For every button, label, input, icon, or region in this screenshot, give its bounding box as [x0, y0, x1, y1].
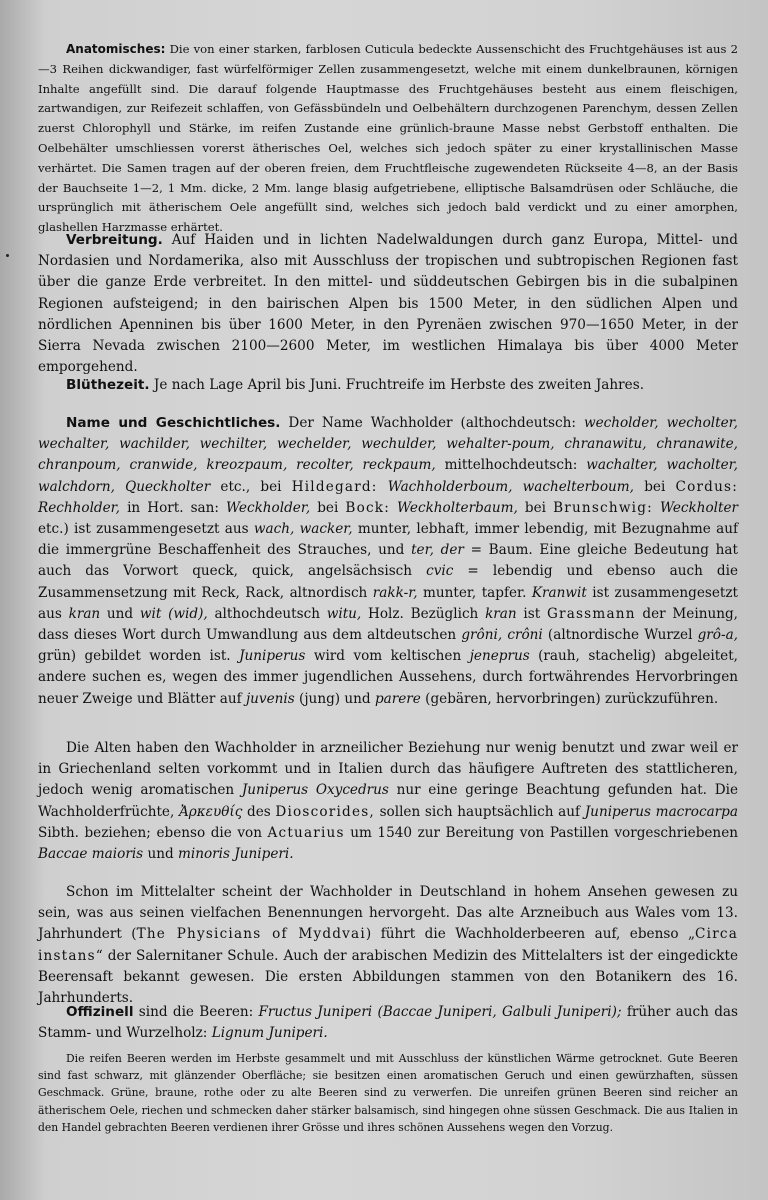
name-text: bei	[310, 499, 346, 516]
name-italic: ter, der	[411, 542, 464, 559]
name-italic: juvenis	[245, 690, 295, 707]
offizinell-italic: Lignum Juniperi.	[211, 1025, 328, 1042]
name-text: und	[100, 605, 140, 622]
offizinell-text: sind die Beeren:	[133, 1004, 259, 1020]
mittelalter-text: “ der Salernitaner Schule. Auch der arabischen Medizin des Mittelalters ist der eingedickte Beerensaft bekannt gewesen. Die ersten Abbildungen stammen von den Botanikern des 16. Jahrhunderts.	[38, 947, 738, 1007]
section-mittelalter	[38, 882, 738, 1009]
author-name: Dioscorides,	[275, 803, 375, 820]
verbreitung-heading: Verbreitung.	[66, 232, 163, 248]
name-italic: Kranwit	[531, 584, 587, 601]
name-italic: wit (wid),	[139, 605, 208, 622]
name-italic: kran	[485, 605, 517, 622]
name-italic: cvic	[426, 563, 454, 580]
name-italic: parere	[374, 690, 421, 707]
mittelalter-text: Schon im Mittelalter scheint der Wachholder in Deutschland in hohem Ansehen gewesen zu sein, was aus seinen vielfachen Benennungen hervorgeht. Das alte Arzneibuch aus Wales vom 13. Jahrhundert (	[38, 884, 738, 943]
alten-italic: Juniperus macrocarpa	[584, 803, 738, 820]
name-text: etc., bei	[210, 478, 292, 495]
alten-italic: Juniperus Oxycedrus	[241, 782, 389, 799]
name-text: = Baum. Eine gleiche Bedeutung hat auch das Vorwort queck, quick, angelsächsisch	[38, 542, 738, 580]
name-heading: Name und Geschichtliches.	[66, 415, 281, 431]
name-italic: wachalter, wacholter, walchdorn, Queckholter	[38, 457, 738, 495]
section-verbreitung	[38, 230, 738, 378]
name-text: etc.) ist zusammengesetzt aus	[38, 521, 254, 538]
name-text: munter, tapfer.	[417, 584, 532, 601]
alten-text: Die Alten haben den Wachholder in arzneilicher Beziehung nur wenig benutzt und zwar weil er in Griechenland selten vorkommt und in Italien durch das häufigere Auftreten des stattlicheren, jedoch wenig aromatischen	[38, 740, 738, 799]
offizinell-italic: Fructus Juniperi (Baccae Juniperi, Galbuli Juniperi);	[258, 1004, 622, 1020]
margin-dot	[6, 254, 9, 257]
name-italic: Weckholder,	[226, 499, 311, 516]
name-italic: kran	[68, 605, 101, 622]
name-text: Holz. Bezüglich	[361, 605, 486, 622]
name-text: mittelhochdeutsch:	[435, 457, 587, 474]
name-text: (gebären, hervorbringen) zurückzuführen.	[420, 690, 719, 707]
name-text	[390, 500, 397, 516]
bluethezeit-text: Je nach Lage April bis Juni. Fruchtreife im Herbste des zweiten Jahres.	[149, 377, 645, 393]
name-text	[378, 479, 388, 495]
alten-text: nur eine geringe Beachtung gefunden hat. Die Wachholderfrüchte,	[38, 782, 738, 820]
book-title: The Physicians of Myddvai	[136, 926, 366, 943]
book-title: Circa instans	[38, 926, 739, 964]
name-text: (altnordische Wurzel	[542, 627, 698, 644]
section-name-geschichtliches	[38, 413, 738, 710]
section-die-alten	[38, 738, 738, 865]
section-bluethezeit	[38, 375, 738, 396]
name-text: althochdeutsch	[207, 605, 327, 622]
reife-beeren-text: Die reifen Beeren werden im Herbste gesammelt und mit Ausschluss der künstlichen Wärme getrocknet. Gute Beeren sind fast schwarz, mit glänzender Oberfläche; sie besitzen einen aromatischen Geruch und einen gewürzhaften, süssen Geschmack. Grüne, braune, rothe oder zu alte Beeren sind zu verwerfen. Die unreifen grünen Beeren sind reicher an ätherischem Oele, riechen und schmecken daher stärker balsamisch, sind hingegen ohne süssen Geschmack. Die aus Italien in den Handel gebrachten Beeren verdienen ihrer Grösse und ihres schönen Aussehens wegen den Vorzug.	[38, 1052, 738, 1134]
alten-italic: minoris Juniperi.	[178, 846, 294, 863]
section-anatomisches	[38, 40, 738, 238]
name-italic: Weckholter	[659, 499, 739, 516]
name-text: (jung) und	[294, 690, 375, 707]
author-name: Actuarius	[267, 824, 345, 841]
alten-italic: Baccae maioris	[38, 846, 144, 863]
name-italic: Rechholder,	[38, 499, 121, 516]
name-text: bei	[517, 499, 554, 516]
author-name: Cordus:	[675, 478, 738, 495]
verbreitung-text: Auf Haiden und in lichten Nadelwaldungen durch ganz Europa, Mittel- und Nordasien und Nordamerika, also mit Ausschluss der tropischen und subtropischen Regionen fast über die ganze Erde verbreitet. In den mittel- und süddeutschen Gebirgen bis in die subalpinen Regionen aufsteigend; in den bairischen Alpen bis 1500 Meter, in den südlichen Alpen und nördlichen Apenninen bis über 1600 Meter, in den Pyrenäen zwischen 970—1650 Meter, in der Sierra Nevada zwischen 2100—2600 Meter, im westlichen Himalaya bis über 4000 Meter emporgehend.	[38, 232, 738, 376]
offizinell-text: früher auch das Stamm- und Wurzelholz:	[38, 1004, 738, 1042]
anatomisches-heading: Anatomisches:	[66, 42, 166, 56]
name-text: munter, lebhaft, immer lebendig, mit Bezugnahme auf die immergrüne Beschaffenheit des Strauches, und	[38, 521, 738, 559]
author-name: Brunschwig:	[553, 499, 653, 516]
name-text: wird vom keltischen	[305, 648, 470, 665]
name-text: in Hort. san:	[120, 499, 227, 516]
greek-word: Ἀρκευθίς	[178, 803, 243, 820]
name-text: Der Name Wachholder (althochdeutsch:	[280, 415, 584, 431]
author-name: Bock:	[345, 499, 390, 516]
bluethezeit-heading: Blüthezeit.	[66, 377, 150, 393]
name-italic: Juniperus	[239, 648, 306, 665]
name-italic: Wachholderboum, wachelterboum,	[387, 478, 634, 495]
name-italic: witu,	[326, 605, 362, 622]
author-name: Grassmann	[546, 605, 636, 622]
alten-text: Sibth. beziehen; ebenso die von	[38, 824, 268, 841]
name-text: = lebendig und ebenso auch die Zusammensetzung mit Reck, Rack, altnordisch	[38, 563, 738, 601]
name-text: der Meinung, dass dieses Wort durch Umwandlung aus dem altdeutschen	[38, 605, 738, 644]
anatomisches-text: Die von einer starken, farblosen Cuticula bedeckte Aussenschicht des Fruchtgehäuses ist aus 2—3 Reihen dickwandiger, fast würfelförmiger Zellen zusammengesetzt, welche mit einem dunkelbraunen, körnigen Inhalte angefüllt sind. Die darauf folgende Hauptmasse des Fruchtgehäuses besteht aus einem fleischigen, zartwandigen, zur Reifezeit schlaffen, von Gefässbündeln und Oelbehältern durchzogenen Parenchym, dessen Zellen zuerst Chlorophyll und Stärke, im reifen Zustande eine grünlich-braune Masse nebst Gerbstoff enthalten. Die Oelbehälter umschliessen vorerst ätherisches Oel, welches sich jedoch später zu einer krystallinischen Masse verhärtet. Die Samen tragen auf der oberen freien, dem Fruchtfleische zugewendeten Rückseite 4—8, an der Basis der Bauchseite 1—2, 1 Mm. dicke, 2 Mm. lange blasig aufgetriebene, elliptische Balsamdrüsen oder Schläuche, die ursprünglich mit ätherischem Oele angefüllt sind, welches sich jedoch bald verdickt und zu einer amorphen, glashellen Harzmasse erhärtet.	[38, 42, 738, 235]
name-text: grün) gebildet worden ist.	[38, 648, 240, 665]
alten-text: um 1540 zur Bereitung von Pastillen vorgeschriebenen	[344, 824, 738, 841]
name-text: bei	[634, 478, 676, 495]
name-italic: jeneprus	[469, 648, 530, 665]
mittelalter-text: ) führt die Wachholderbeeren auf, ebenso „	[365, 926, 696, 943]
name-italic: wecholder, wecholter, wechalter, wachilder, wechilter, wechelder, wechulder, wehalter-poum, chranawitu, chranawite, chranpoum, cranwide, kreozpaum, recolter, reckpaum,	[38, 415, 738, 474]
offizinell-heading: Offizinell	[66, 1004, 134, 1020]
name-text	[653, 500, 660, 516]
section-reife-beeren	[38, 1050, 738, 1136]
name-italic: wach, wacker,	[253, 521, 353, 538]
name-text: (rauh, stachelig) abgeleitet, andere suchen es, wegen des immer jugendlichen Aussehens, durch fortwährendes Hervorbringen neuer Zweige und Blätter auf	[38, 648, 738, 707]
name-text: ist	[516, 605, 547, 622]
alten-text: sollen sich hauptsächlich auf	[374, 803, 585, 820]
name-italic: Weckholterbaum,	[397, 499, 518, 516]
alten-text: und	[143, 846, 178, 863]
author-name: Hildegard:	[291, 478, 378, 495]
section-offizinell	[38, 1002, 738, 1044]
name-italic: rakk-r,	[372, 584, 418, 601]
name-italic: grô-a,	[697, 627, 738, 644]
name-italic: grôni, crôni	[461, 627, 543, 644]
alten-text: des	[242, 803, 276, 820]
name-text: ist zusammengesetzt aus	[38, 584, 738, 622]
